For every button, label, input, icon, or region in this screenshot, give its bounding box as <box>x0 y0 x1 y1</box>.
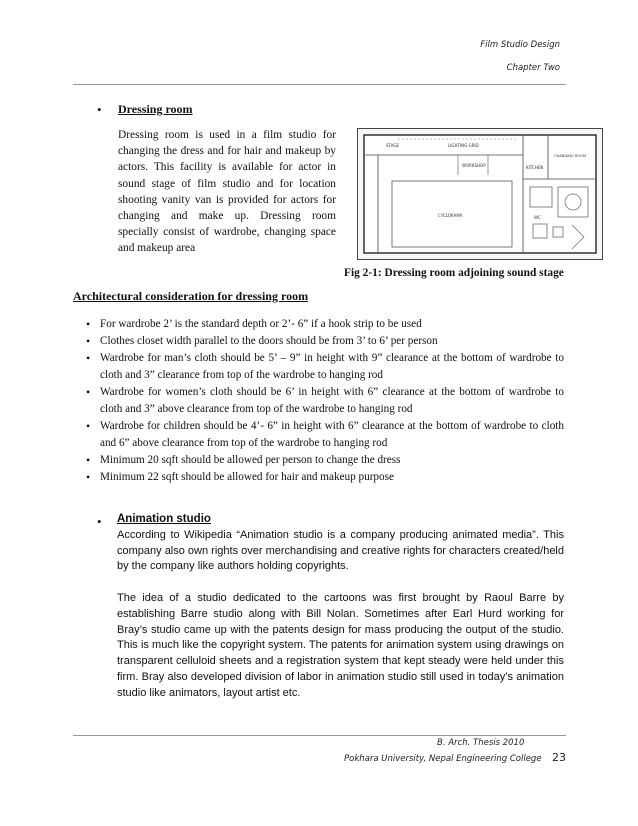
header-divider <box>73 84 566 85</box>
bullet-animation-studio: • <box>97 514 102 529</box>
animation-paragraph-2: The idea of a studio dedicated to the cartoons was first brought by Raoul Barre by establishing Barre studio along with Bill Nolan. Sometimes after Earl Hurd working for Bray’s studio came up with the patents design for mass producing the output of the studio. This is much like the copyright system. The patents for animation system using drawings on transparent celluloid sheets and a registration system that kept steady were held under this firm. Bray also developed division of labor in animation studio still used in today’s animation studio like animators, layout artist etc. <box>117 591 564 699</box>
animation-studio-heading: Animation studio <box>117 513 211 525</box>
architectural-list <box>86 316 564 486</box>
list-item: • Wardrobe for women’s cloth should be 6’ in height with 6” clearance at the bottom of wardrobe to cloth and 3” above clearance from top of the wardrobe to hanging rod <box>86 384 564 418</box>
plan-label-stage: STAGE <box>386 143 399 148</box>
header-title: Film Studio Design <box>480 40 560 50</box>
list-item: • Wardrobe for children should be 4’- 6” in height with 6” clearance at the bottom of wardrobe to cloth and 6” above clearance from top of the wardrobe to hanging rod <box>86 418 564 452</box>
animation-studio-section <box>117 512 564 717</box>
list-item: • Wardrobe for man’s cloth should be 5’ – 9” in height with 9” clearance at the bottom of wardrobe to cloth and 3” clearance from top of the wardrobe to hanging rod <box>86 350 564 384</box>
dressing-room-paragraph: Dressing room is used in a film studio for changing the dress and for hair and makeup by actors. This facility is available for actor in sound stage of film studio and for location shooting vanity van is provided for actors for changing and make up. Dressing room specially consist of wardrobe, changing space and makeup area <box>118 129 336 255</box>
footer-divider <box>73 735 566 736</box>
bullet-dressing-room: • <box>97 102 102 117</box>
header-chapter: Chapter Two <box>506 63 560 73</box>
list-item: • For wardrobe 2’ is the standard depth or 2’- 6” if a hook strip to be used <box>86 316 564 333</box>
floor-plan-drawing <box>358 129 602 259</box>
list-item: • Minimum 20 sqft should be allowed per person to change the dress <box>86 452 564 469</box>
plan-label-wc: WC <box>534 215 541 220</box>
list-item: • Clothes closet width parallel to the doors should be from 3’ to 6’ per person <box>86 333 564 350</box>
plan-label-changing-room: CHANGING ROOM <box>554 154 587 158</box>
dressing-room-heading: Dressing room <box>118 102 193 116</box>
architectural-heading: Architectural consideration for dressing room <box>73 289 309 303</box>
list-item: • Minimum 22 sqft should be allowed for hair and makeup purpose <box>86 469 564 486</box>
plan-label-workshop: WORKSHOP <box>462 163 486 168</box>
figure-caption: Fig 2-1: Dressing room adjoining sound stage <box>344 267 564 279</box>
animation-paragraph-1: According to Wikipedia “Animation studio is a company producing animated media”. This company also own rights over merchandising and creative rights for characters created/held by the company like authors holding copyrights. <box>117 528 564 573</box>
footer-institution: Pokhara University, Nepal Engineering College <box>344 754 542 764</box>
plan-label-cyclorama: CYCLORAMA <box>438 213 463 218</box>
page-number: 23 <box>552 751 566 764</box>
plan-label-kitchen: KITCHEN <box>526 165 544 170</box>
plan-label-lighting-grid: LIGHTING GRID <box>448 143 479 148</box>
dressing-room-floor-plan <box>357 128 603 260</box>
footer-thesis: B. Arch. Thesis 2010 <box>437 738 525 748</box>
